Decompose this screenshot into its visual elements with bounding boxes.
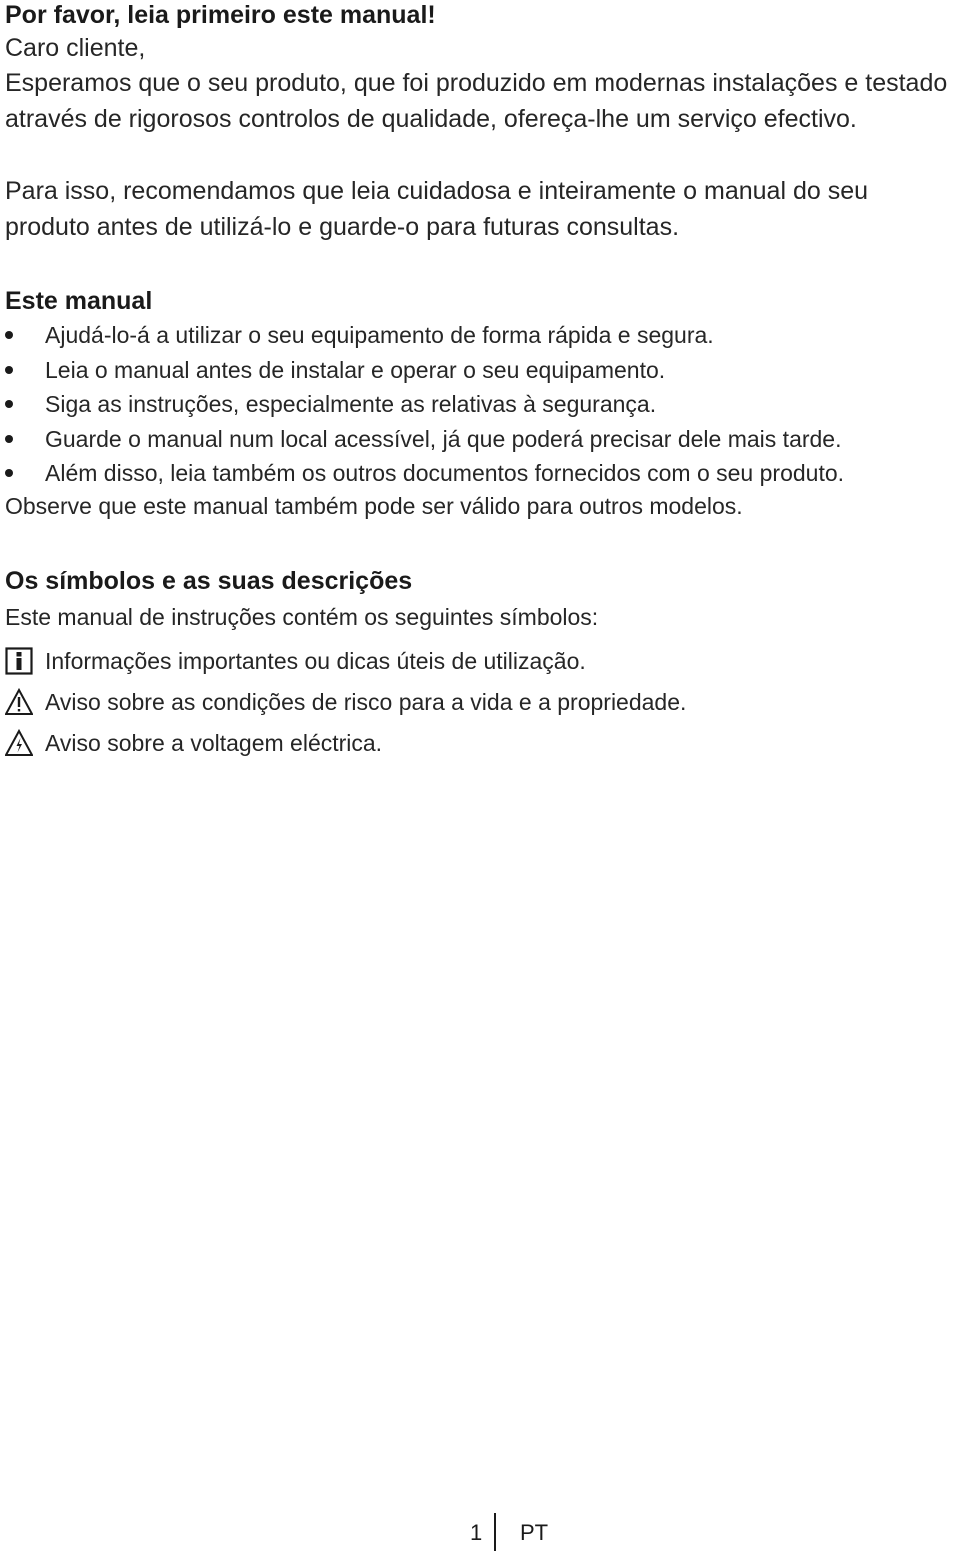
- symbols-section-heading: Os símbolos e as suas descrições: [5, 567, 413, 595]
- manual-note: Observe que este manual também pode ser válido para outros modelos.: [5, 493, 743, 519]
- list-item-text: Leia o manual antes de instalar e operar o seu equipamento.: [45, 356, 666, 383]
- list-item: [5, 456, 844, 491]
- bullet-icon: [5, 366, 13, 374]
- bullet-icon: [5, 469, 13, 477]
- list-item: [5, 422, 844, 457]
- bullet-icon: [5, 435, 13, 443]
- intro-paragraph-2: Para isso, recomendamos que leia cuidadosa e inteiramente o manual do seu produto antes de utilizá-lo e guarde-o para futuras consultas.: [5, 177, 869, 241]
- info-icon: [5, 647, 33, 675]
- symbol-description: Informações importantes ou dicas úteis de utilização.: [45, 648, 586, 674]
- footer-divider: [494, 1513, 496, 1551]
- symbol-description: Aviso sobre a voltagem eléctrica.: [45, 730, 383, 756]
- greeting: Caro cliente,: [5, 34, 146, 62]
- manual-bullet-list: [5, 318, 844, 491]
- list-item: [5, 318, 844, 353]
- list-item-text: Guarde o manual num local acessível, já que poderá precisar dele mais tarde.: [45, 425, 842, 452]
- page-number: 1: [470, 1520, 483, 1545]
- list-item-text: Siga as instruções, especialmente as relativas à segurança.: [45, 391, 657, 417]
- electric-warning-icon: [5, 729, 33, 757]
- symbols-intro: Este manual de instruções contém os seguintes símbolos:: [5, 604, 599, 630]
- list-item-text: Além disso, leia também os outros documentos fornecidos com o seu produto.: [45, 460, 845, 486]
- language-code: PT: [520, 1520, 549, 1545]
- list-item: [5, 387, 844, 422]
- list-item: [5, 353, 844, 388]
- bullet-icon: [5, 331, 13, 339]
- warning-icon: [5, 688, 33, 716]
- page-title: Por favor, leia primeiro este manual!: [5, 1, 436, 29]
- page-footer: [0, 1513, 960, 1553]
- symbol-description: Aviso sobre as condições de risco para a vida e a propriedade.: [45, 689, 687, 715]
- bullet-icon: [5, 400, 13, 408]
- list-item-text: Ajudá-lo-á a utilizar o seu equipamento de forma rápida e segura.: [45, 322, 714, 348]
- manual-section-heading: Este manual: [5, 287, 153, 315]
- intro-paragraph-1: Esperamos que o seu produto, que foi produzido em modernas instalações e testado através de rigorosos controlos de qualidade, ofereça-lhe um serviço efectivo.: [5, 69, 948, 133]
